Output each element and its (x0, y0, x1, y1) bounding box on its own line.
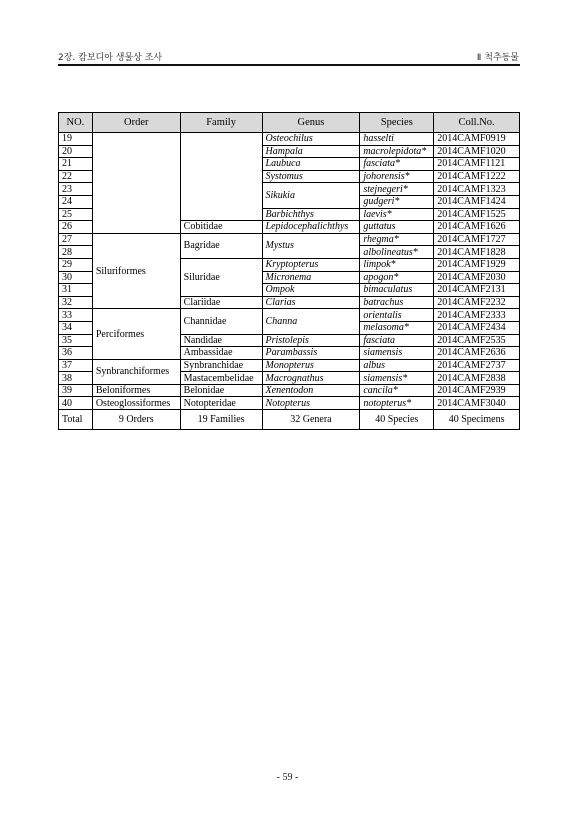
species-cell: siamensis (360, 347, 434, 360)
family-cell: Nandidae (180, 334, 262, 347)
genus-cell: Barbichthys (262, 208, 360, 221)
species-cell: johorensis* (360, 170, 434, 183)
row-number: 19 (59, 133, 93, 146)
row-number: 23 (59, 183, 93, 196)
family-cell: Notopteridae (180, 397, 262, 410)
coll-no-cell: 2014CAMF1323 (434, 183, 520, 196)
species-cell: fasciata (360, 334, 434, 347)
row-number: 38 (59, 372, 93, 385)
row-number: 24 (59, 195, 93, 208)
species-cell: melasoma* (360, 321, 434, 334)
genus-cell: Laubuca (262, 158, 360, 171)
coll-no-cell: 2014CAMF0919 (434, 133, 520, 146)
coll-no-cell: 2014CAMF2131 (434, 284, 520, 297)
genus-cell: Mystus (262, 233, 360, 258)
order-cell: Synbranchiformes (92, 359, 180, 384)
species-cell: rhegma* (360, 233, 434, 246)
genus-cell: Hampala (262, 145, 360, 158)
order-cell: Osteoglossiformes (92, 397, 180, 410)
coll-no-cell: 2014CAMF1727 (434, 233, 520, 246)
coll-no-cell: 2014CAMF2939 (434, 384, 520, 397)
coll-no-cell: 2014CAMF2232 (434, 296, 520, 309)
genus-cell: Osteochilus (262, 133, 360, 146)
row-number: 21 (59, 158, 93, 171)
genus-cell: Notopterus (262, 397, 360, 410)
table-row (59, 233, 520, 246)
col-header-coll-no: Coll.No. (434, 113, 520, 133)
species-cell: stejnegeri* (360, 183, 434, 196)
species-cell: laevis* (360, 208, 434, 221)
row-number: 27 (59, 233, 93, 246)
species-cell: albus (360, 359, 434, 372)
table-header-row (59, 113, 520, 133)
col-header-family: Family (180, 113, 262, 133)
genus-cell: Parambassis (262, 347, 360, 360)
order-cell: Perciformes (92, 309, 180, 359)
species-cell: batrachus (360, 296, 434, 309)
row-number: 26 (59, 221, 93, 234)
species-cell: cancila* (360, 384, 434, 397)
total-label: Total (59, 410, 93, 430)
family-cell: Synbranchidae (180, 359, 262, 372)
genus-cell: Channa (262, 309, 360, 334)
row-number: 28 (59, 246, 93, 259)
species-cell: siamensis* (360, 372, 434, 385)
table-row (59, 397, 520, 410)
species-cell: gudgeri* (360, 195, 434, 208)
genus-cell: Kryptopterus (262, 258, 360, 271)
col-header-genus: Genus (262, 113, 360, 133)
header-rule (58, 64, 520, 66)
coll-no-cell: 2014CAMF3040 (434, 397, 520, 410)
family-cell: Ambassidae (180, 347, 262, 360)
coll-no-cell: 2014CAMF2737 (434, 359, 520, 372)
row-number: 31 (59, 284, 93, 297)
coll-no-cell: 2014CAMF2636 (434, 347, 520, 360)
table-row (59, 133, 520, 146)
family-cell: Clariidae (180, 296, 262, 309)
row-number: 29 (59, 258, 93, 271)
species-cell: guttatus (360, 221, 434, 234)
chapter-header: 2장. 캄보디아 생물상 조사 (58, 53, 163, 63)
order-cell: Beloniformes (92, 384, 180, 397)
species-cell: limpok* (360, 258, 434, 271)
row-number: 22 (59, 170, 93, 183)
family-cell: Channidae (180, 309, 262, 334)
row-number: 40 (59, 397, 93, 410)
family-cell: Bagridae (180, 233, 262, 258)
family-cell (180, 133, 262, 221)
col-header-no: NO. (59, 113, 93, 133)
coll-no-cell: 2014CAMF1222 (434, 170, 520, 183)
genus-cell: Ompok (262, 284, 360, 297)
order-cell: Siluriformes (92, 233, 180, 309)
row-number: 33 (59, 309, 93, 322)
genus-cell: Systomus (262, 170, 360, 183)
total-orders: 9 Orders (92, 410, 180, 430)
genus-cell: Pristolepis (262, 334, 360, 347)
species-cell: bimaculatus (360, 284, 434, 297)
coll-no-cell: 2014CAMF1626 (434, 221, 520, 234)
family-cell: Cobitidae (180, 221, 262, 234)
row-number: 36 (59, 347, 93, 360)
row-number: 30 (59, 271, 93, 284)
coll-no-cell: 2014CAMF1424 (434, 195, 520, 208)
col-header-order: Order (92, 113, 180, 133)
row-number: 20 (59, 145, 93, 158)
species-cell: fasciata* (360, 158, 434, 171)
genus-cell: Sikukia (262, 183, 360, 208)
genus-cell: Monopterus (262, 359, 360, 372)
row-number: 39 (59, 384, 93, 397)
family-cell: Siluridae (180, 258, 262, 296)
species-cell: notopterus* (360, 397, 434, 410)
table-row (59, 384, 520, 397)
row-number: 25 (59, 208, 93, 221)
coll-no-cell: 2014CAMF2333 (434, 309, 520, 322)
row-number: 32 (59, 296, 93, 309)
genus-cell: Clarias (262, 296, 360, 309)
coll-no-cell: 2014CAMF1929 (434, 258, 520, 271)
total-row (59, 410, 520, 430)
order-cell (92, 133, 180, 234)
genus-cell: Lepidocephalichthys (262, 221, 360, 234)
coll-no-cell: 2014CAMF1121 (434, 158, 520, 171)
family-cell: Mastacembelidae (180, 372, 262, 385)
coll-no-cell: 2014CAMF2535 (434, 334, 520, 347)
species-cell: macrolepidota* (360, 145, 434, 158)
family-cell: Belonidae (180, 384, 262, 397)
row-number: 35 (59, 334, 93, 347)
total-specimens: 40 Specimens (434, 410, 520, 430)
coll-no-cell: 2014CAMF1525 (434, 208, 520, 221)
total-species: 40 Species (360, 410, 434, 430)
species-cell: albolineatus* (360, 246, 434, 259)
page-number: - 59 - (276, 772, 299, 783)
coll-no-cell: 2014CAMF2434 (434, 321, 520, 334)
coll-no-cell: 2014CAMF2030 (434, 271, 520, 284)
section-header: Ⅱ 척추동물 (476, 53, 519, 63)
species-cell: hasselti (360, 133, 434, 146)
species-cell: orientalis (360, 309, 434, 322)
species-cell: apogon* (360, 271, 434, 284)
col-header-species: Species (360, 113, 434, 133)
coll-no-cell: 2014CAMF1828 (434, 246, 520, 259)
genus-cell: Xenentodon (262, 384, 360, 397)
table-row (59, 309, 520, 322)
species-table (58, 112, 520, 430)
total-genera: 32 Genera (262, 410, 360, 430)
coll-no-cell: 2014CAMF1020 (434, 145, 520, 158)
table-row (59, 359, 520, 372)
coll-no-cell: 2014CAMF2838 (434, 372, 520, 385)
row-number: 34 (59, 321, 93, 334)
genus-cell: Macrognathus (262, 372, 360, 385)
total-families: 19 Families (180, 410, 262, 430)
genus-cell: Micronema (262, 271, 360, 284)
row-number: 37 (59, 359, 93, 372)
